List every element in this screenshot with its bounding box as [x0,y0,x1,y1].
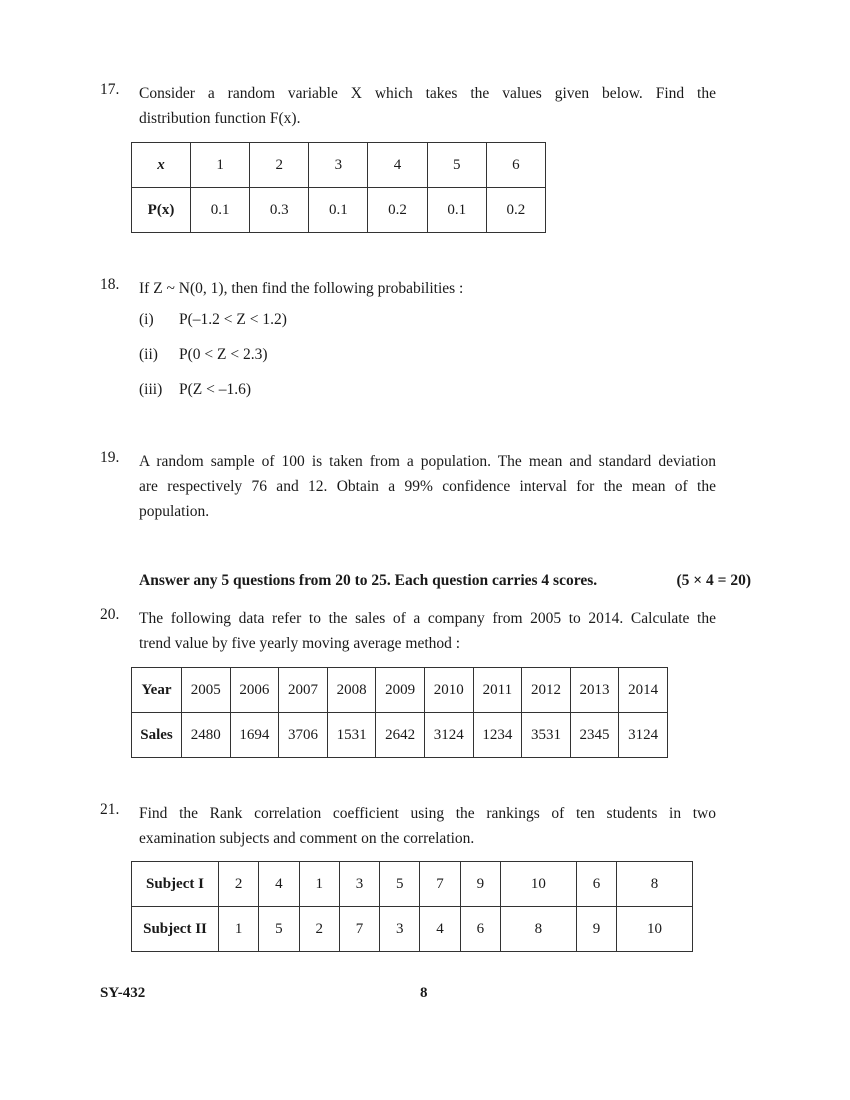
table-cell: 4 [259,862,299,907]
sub-question-number: (iii) [139,381,163,398]
table-cell: 3 [380,907,420,952]
question-text [139,801,716,851]
sales-table [131,667,668,758]
table-cell: 2480 [182,713,231,758]
table-cell: 3 [309,143,368,188]
sub-question-i [139,311,287,329]
sub-question-number: (i) [139,311,154,328]
question-number: 18. [100,276,120,293]
section-instruction [139,572,751,590]
question-number: 19. [100,449,120,466]
table-cell: 2642 [376,713,425,758]
table-cell: 8 [617,862,693,907]
table-header-year: Year [132,668,182,713]
paper-code: SY-432 [100,985,146,1001]
table-cell: 0.2 [486,188,545,233]
table-cell: 0.1 [427,188,486,233]
table-cell: 5 [427,143,486,188]
question-line: distribution function F(x). [139,110,301,127]
question-line: population. [139,503,210,520]
question-17 [100,81,716,131]
table-cell: 2010 [424,668,473,713]
question-text [139,606,716,656]
sub-question-text: P(0 < Z < 2.3) [179,346,268,363]
table-cell: 3531 [522,713,571,758]
table-cell: 2 [250,143,309,188]
table-cell: 2014 [619,668,668,713]
sub-question-number: (ii) [139,346,158,363]
question-line: examination subjects and comment on the correlation. [139,830,475,847]
question-18 [100,276,716,301]
table-header-subject-2: Subject II [132,907,219,952]
table-cell: 1531 [327,713,376,758]
instruction-text: Answer any 5 questions from 20 to 25. Each question carries 4 scores. [139,572,598,589]
table-cell: 3 [339,862,379,907]
table-cell: 0.2 [368,188,427,233]
rank-table [131,861,693,952]
question-line: The following data refer to the sales of a company from 2005 to 2014. Calculate the [139,610,716,627]
table-cell: 4 [420,907,460,952]
sub-question-iii [139,381,251,399]
question-20 [100,606,716,656]
question-line: Consider a random variable X which takes the values given below. Find the [139,85,716,102]
table-cell: 8 [500,907,576,952]
table-cell: 1 [191,143,250,188]
table-cell: 1234 [473,713,522,758]
page-number: 8 [420,985,428,1001]
table-cell: 2 [219,862,259,907]
question-text [139,449,716,524]
table-cell: 4 [368,143,427,188]
question-line: Find the Rank correlation coefficient using the rankings of ten students in two [139,805,716,822]
table-cell: 2012 [522,668,571,713]
table-cell: 2005 [182,668,231,713]
table-cell: 0.3 [250,188,309,233]
question-19 [100,449,716,524]
sub-question-ii [139,346,268,364]
table-cell: 1 [219,907,259,952]
table-cell: 2011 [473,668,522,713]
table-cell: 3124 [619,713,668,758]
table-cell: 6 [460,907,500,952]
question-line: A random sample of 100 is taken from a population. The mean and standard deviation [139,453,716,470]
table-cell: 2 [299,907,339,952]
question-line: trend value by five yearly moving average method : [139,635,461,652]
question-line: are respectively 76 and 12. Obtain a 99% confidence interval for the mean of the [139,478,716,495]
table-cell: 2008 [327,668,376,713]
table-cell: 2345 [570,713,619,758]
question-number: 20. [100,606,120,623]
table-cell: 2007 [279,668,328,713]
question-21 [100,801,716,851]
table-header-sales: Sales [132,713,182,758]
table-cell: 2009 [376,668,425,713]
sub-question-text: P(Z < –1.6) [179,381,252,398]
table-cell: 1694 [230,713,279,758]
table-cell: 9 [460,862,500,907]
table-cell: 2006 [230,668,279,713]
table-header-px: P(x) [132,188,191,233]
table-cell: 7 [420,862,460,907]
table-cell: 10 [617,907,693,952]
section-marks: (5 × 4 = 20) [676,572,751,589]
question-number: 17. [100,81,120,98]
table-cell: 2013 [570,668,619,713]
table-cell: 0.1 [309,188,368,233]
table-cell: 7 [339,907,379,952]
table-cell: 3124 [424,713,473,758]
table-cell: 6 [576,862,616,907]
table-cell: 0.1 [191,188,250,233]
table-header-x: x [132,143,191,188]
table-cell: 9 [576,907,616,952]
table-header-subject-1: Subject I [132,862,219,907]
table-cell: 1 [299,862,339,907]
sub-question-text: P(–1.2 < Z < 1.2) [179,311,287,328]
table-cell: 5 [259,907,299,952]
table-cell: 3706 [279,713,328,758]
question-text [139,81,716,131]
table-cell: 10 [500,862,576,907]
table-cell: 5 [380,862,420,907]
table-cell: 6 [486,143,545,188]
distribution-table [131,142,546,233]
question-number: 21. [100,801,120,818]
question-text: If Z ~ N(0, 1), then find the following probabilities : [139,280,464,297]
